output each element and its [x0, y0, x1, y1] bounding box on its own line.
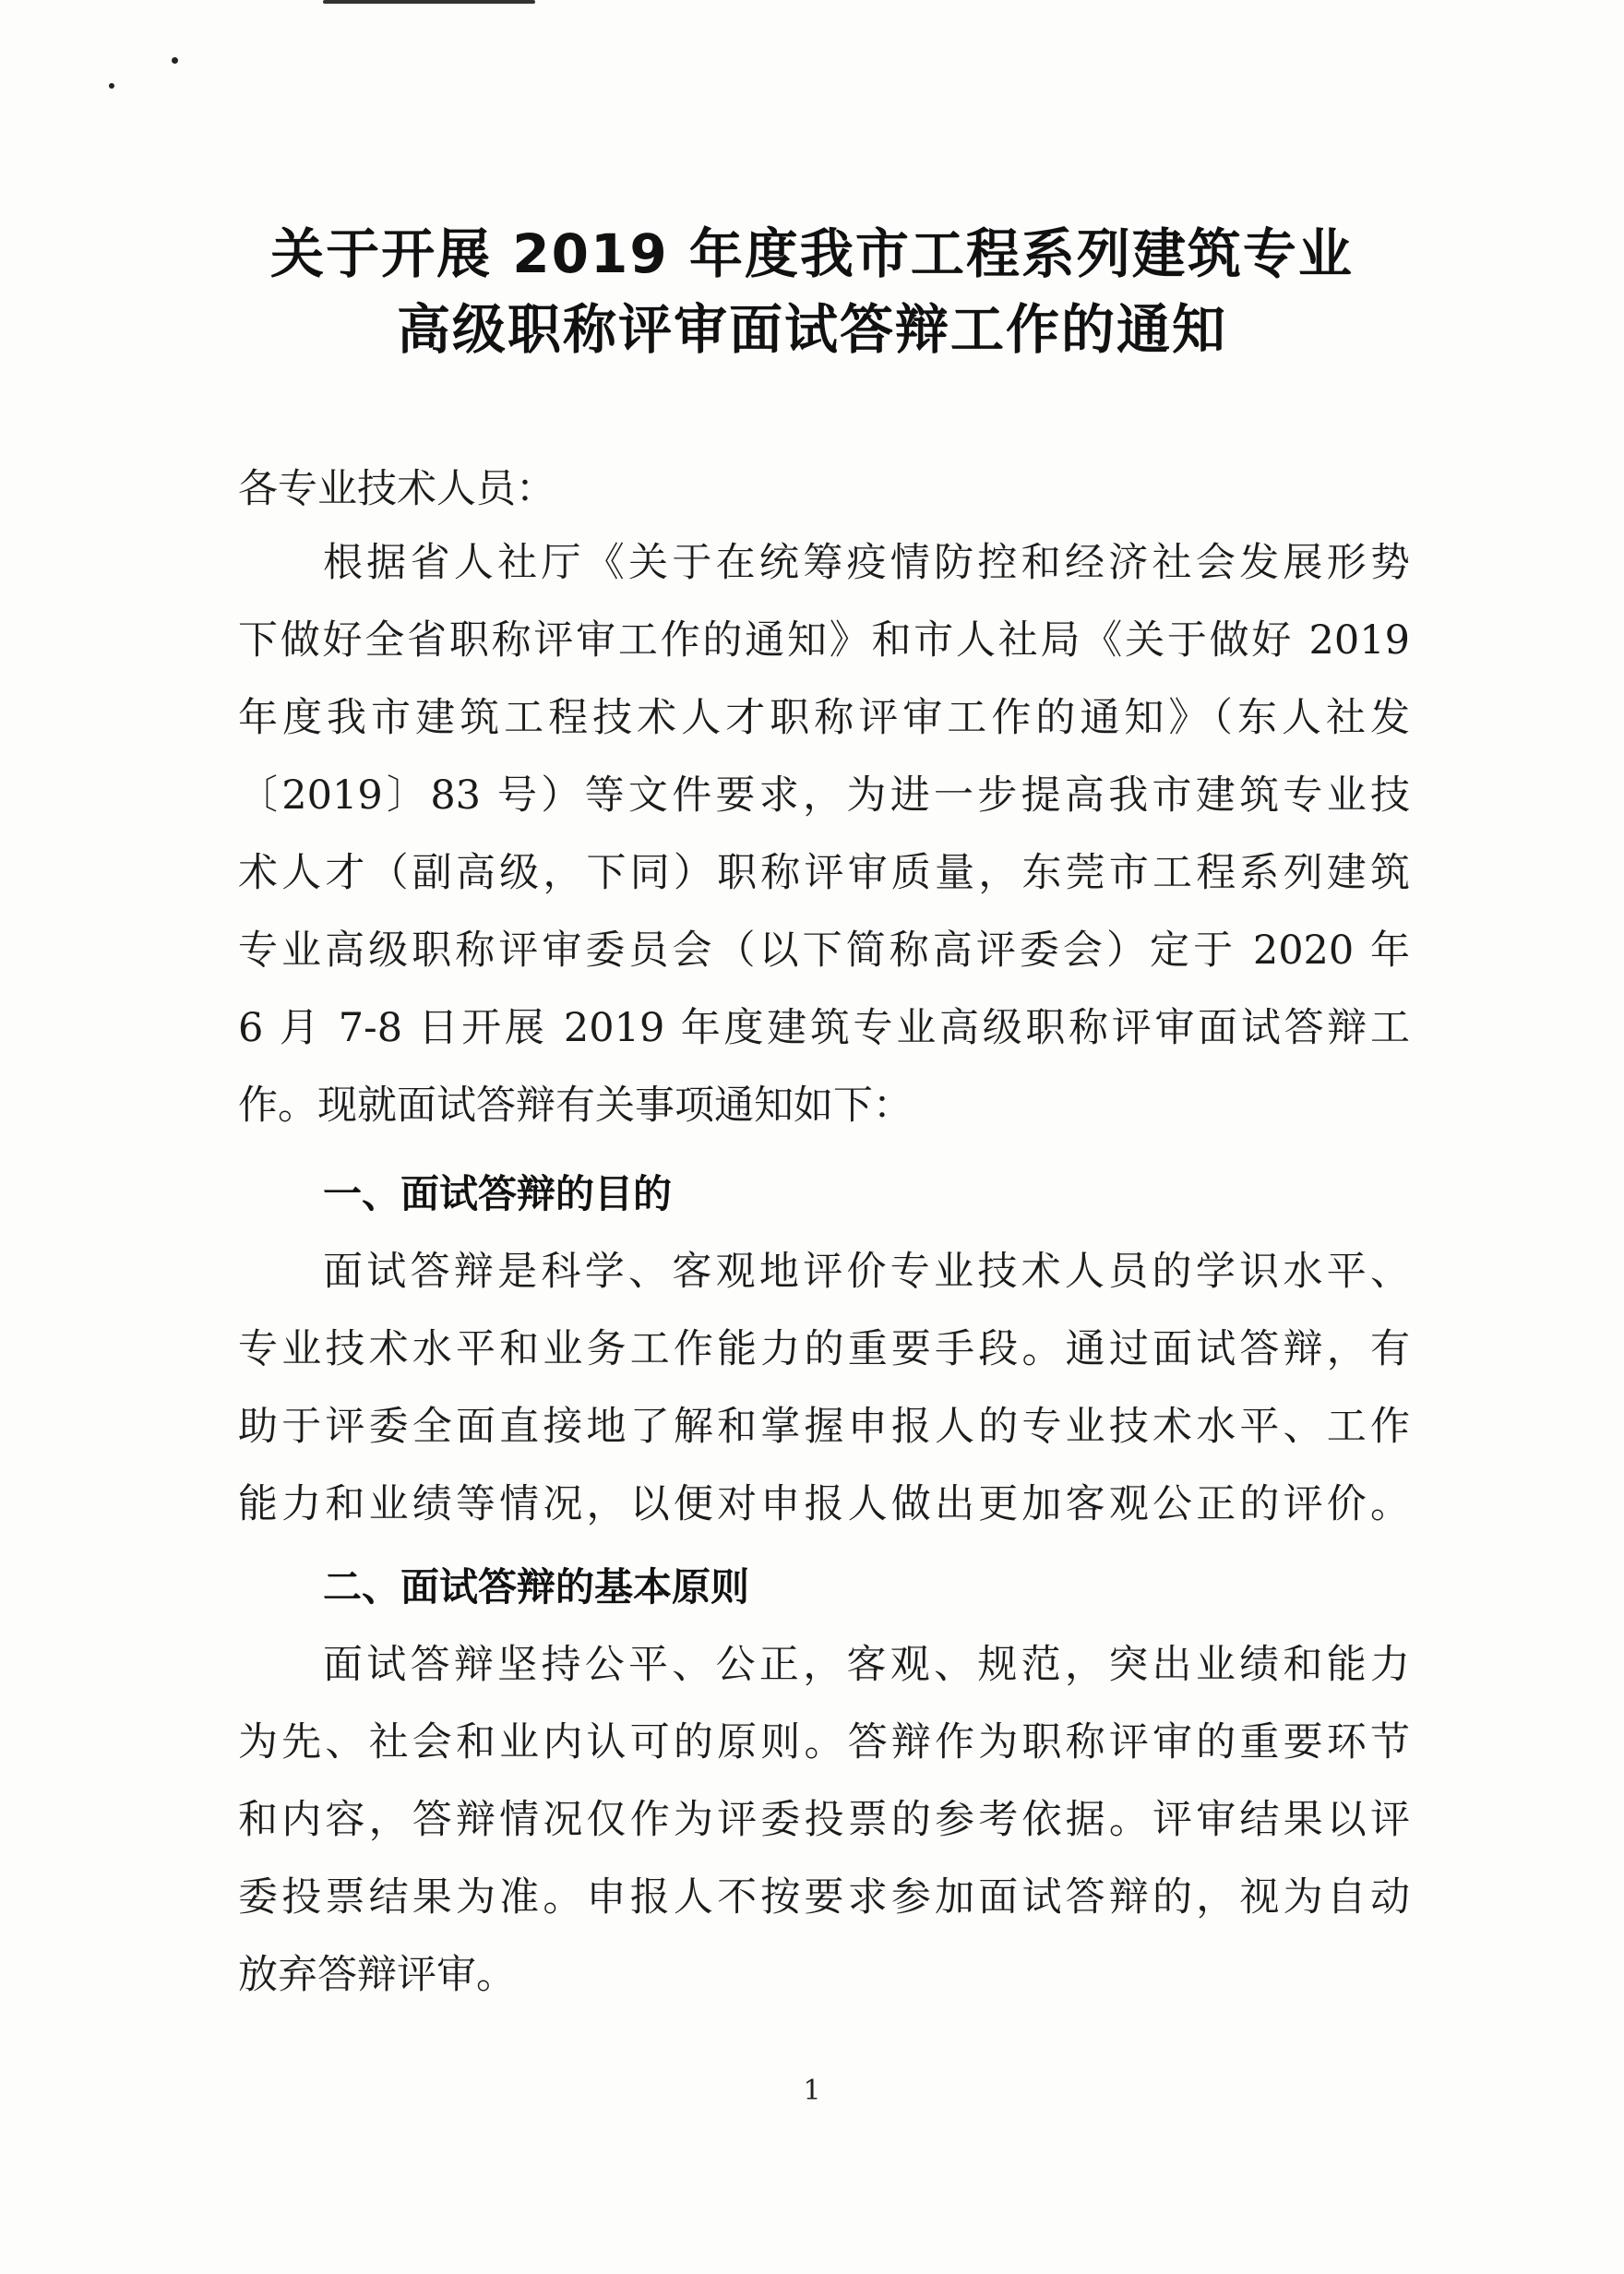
document-title-line-2: 高级职称评审面试答辩工作的通知 [396, 298, 1227, 361]
paragraph-line: 年度我市建筑工程技术人才职称评审工作的通知》（东人社发 [238, 695, 1410, 741]
section-heading-2: 二、面试答辩的基本原则 [323, 1564, 750, 1610]
paragraph-line: 放弃答辩评审。 [238, 1952, 516, 1998]
paragraph-line: 能力和业绩等情况，以便对申报人做出更加客观公正的评价。 [238, 1481, 1410, 1527]
scan-speck [109, 83, 114, 89]
paragraph-line: 术人才（副高级，下同）职称评审质量，东莞市工程系列建筑 [238, 850, 1410, 896]
document-title-line-1: 关于开展 2019 年度我市工程系列建筑专业 [270, 222, 1354, 285]
scan-artifact-line [323, 0, 535, 4]
paragraph-line: 下做好全省职称评审工作的通知》和市人社局《关于做好 2019 [238, 617, 1410, 664]
paragraph-line: 助于评委全面直接地了解和掌握申报人的专业技术水平、工作 [238, 1404, 1410, 1450]
paragraph-line: 6 月 7-8 日开展 2019 年度建筑专业高级职称评审面试答辩工 [238, 1005, 1410, 1051]
paragraph-line: 委投票结果为准。申报人不按要求参加面试答辩的，视为自动 [238, 1874, 1410, 1921]
section-heading-1: 一、面试答辩的目的 [323, 1171, 673, 1216]
page-number: 1 [803, 2075, 821, 2107]
salutation: 各专业技术人员： [238, 466, 555, 512]
paragraph-line: 面试答辩坚持公平、公正，客观、规范，突出业绩和能力 [323, 1642, 1410, 1688]
paragraph-line: 专业高级职称评审委员会（以下简称高评委会）定于 2020 年 [238, 928, 1410, 974]
paragraph-line: 面试答辩是科学、客观地评价专业技术人员的学识水平、 [323, 1249, 1410, 1295]
paragraph-line: 为先、社会和业内认可的原则。答辩作为职称评审的重要环节 [238, 1719, 1410, 1765]
scan-speck [172, 57, 178, 64]
paragraph-line: 作。现就面试答辩有关事项通知如下： [238, 1083, 913, 1129]
paragraph-line: 和内容，答辩情况仅作为评委投票的参考依据。评审结果以评 [238, 1797, 1410, 1843]
paragraph-line: 〔2019〕83 号）等文件要求，为进一步提高我市建筑专业技 [238, 772, 1410, 819]
paragraph-line: 专业技术水平和业务工作能力的重要手段。通过面试答辩，有 [238, 1326, 1410, 1372]
paragraph-line: 根据省人社厅《关于在统筹疫情防控和经济社会发展形势 [323, 540, 1410, 586]
